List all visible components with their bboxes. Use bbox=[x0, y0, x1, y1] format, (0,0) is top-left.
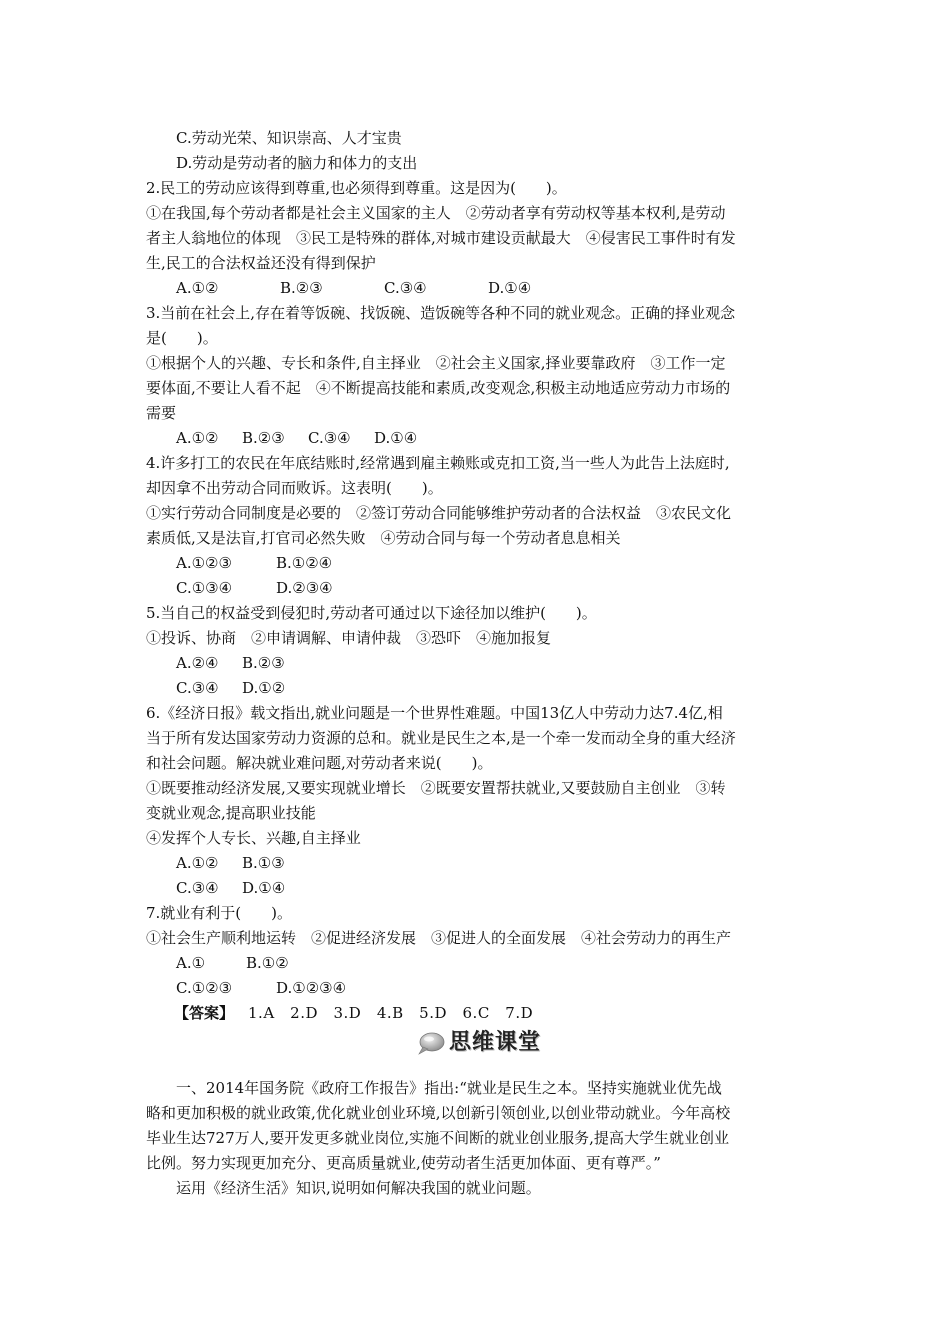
q2-options bbox=[146, 276, 812, 301]
section-heading-badge bbox=[417, 1030, 541, 1055]
q2-items-line-2: 者主人翁地位的体现 ③民工是特殊的群体,对城市建设贡献最大 ④侵害民工事件时有发 bbox=[146, 229, 736, 247]
q5-option-b: B.②③ bbox=[242, 654, 285, 672]
q2-stem: 2.民工的劳动应该得到尊重,也必须得到尊重。这是因为( )。 bbox=[146, 179, 567, 197]
q3-option-c: C.③④ bbox=[308, 429, 351, 447]
q6-option-b: B.①③ bbox=[242, 854, 285, 872]
q5-option-c: C.③④ bbox=[176, 679, 219, 697]
q7-stem: 7.就业有利于( )。 bbox=[146, 904, 293, 922]
q5-options-row-2 bbox=[146, 676, 812, 701]
q3-option-b: B.②③ bbox=[242, 429, 285, 447]
q2-items-line-3: 生,民工的合法权益还没有得到保护 bbox=[146, 254, 376, 272]
q3-items-line-3: 需要 bbox=[146, 404, 177, 422]
q6-option-d: D.①④ bbox=[242, 879, 286, 897]
section-heading bbox=[146, 1030, 812, 1070]
q6-items-line-2: 变就业观念,提高职业技能 bbox=[146, 804, 316, 822]
q4-option-d: D.②③④ bbox=[276, 579, 333, 597]
q6-option-a: A.①② bbox=[176, 854, 219, 872]
q6-stem-line-3: 和社会问题。解决就业难问题,对劳动者来说( )。 bbox=[146, 754, 493, 772]
q3-items-line-2: 要体面,不要让人看不起 ④不断提高技能和素质,改变观念,积极主动地适应劳动力市场的 bbox=[146, 379, 731, 397]
q7-options-row-2 bbox=[146, 976, 812, 1001]
q5-items: ①投诉、协商 ②申请调解、申请仲裁 ③恐吓 ④施加报复 bbox=[146, 629, 552, 647]
thinking-para-line-2: 略和更加积极的就业政策,优化就业创业环境,以创新引领创业,以创业带动就业。今年高校 bbox=[146, 1104, 731, 1122]
q7-options-row-1 bbox=[146, 951, 812, 976]
q3-options bbox=[146, 426, 812, 451]
q2-option-d: D.①④ bbox=[488, 279, 532, 297]
q4-option-c: C.①③④ bbox=[176, 579, 233, 597]
q4-items-line-2: 素质低,又是法盲,打官司必然失败 ④劳动合同与每一个劳动者息息相关 bbox=[146, 529, 621, 547]
q5-option-d: D.①② bbox=[242, 679, 286, 697]
q7-option-a: A.① bbox=[176, 954, 206, 972]
answer-line bbox=[146, 1001, 812, 1026]
q1-option-d: D.劳动是劳动者的脑力和体力的支出 bbox=[176, 154, 418, 172]
q3-option-a: A.①② bbox=[176, 429, 219, 447]
q6-stem-line-1: 6.《经济日报》载文指出,就业问题是一个世界性难题。中国13亿人中劳动力达7.4亿,相 bbox=[146, 704, 723, 722]
q4-stem-line-1: 4.许多打工的农民在年底结账时,经常遇到雇主赖账或克扣工资,当一些人为此告上法庭时, bbox=[146, 454, 730, 472]
q7-option-d: D.①②③④ bbox=[276, 979, 347, 997]
q2-option-b: B.②③ bbox=[280, 279, 323, 297]
q6-option-c: C.③④ bbox=[176, 879, 219, 897]
q3-items-line-1: ①根据个人的兴趣、专长和条件,自主择业 ②社会主义国家,择业要靠政府 ③工作一定 bbox=[146, 354, 726, 372]
thinking-question: 运用《经济生活》知识,说明如何解决我国的就业问题。 bbox=[176, 1179, 541, 1197]
q4-option-a: A.①②③ bbox=[176, 554, 232, 572]
q1-option-c: C.劳动光荣、知识崇高、人才宝贵 bbox=[176, 129, 402, 147]
thinking-para-line-4: 比例。努力实现更加充分、更高质量就业,使劳动者生活更加体面、更有尊严。” bbox=[146, 1154, 661, 1172]
answer-values: 1.A 2.D 3.D 4.B 5.D 6.C 7.D bbox=[248, 1004, 534, 1022]
answer-tag: 【答案】 bbox=[174, 1004, 235, 1022]
document-content bbox=[146, 126, 812, 1201]
q5-stem: 5.当自己的权益受到侵犯时,劳动者可通过以下途径加以维护( )。 bbox=[146, 604, 597, 622]
q4-stem-line-2: 却因拿不出劳动合同而败诉。这表明( )。 bbox=[146, 479, 443, 497]
q7-items: ①社会生产顺利地运转 ②促进经济发展 ③促进人的全面发展 ④社会劳动力的再生产 bbox=[146, 929, 732, 947]
q7-option-b: B.①② bbox=[246, 954, 289, 972]
q5-option-a: A.②④ bbox=[176, 654, 219, 672]
q4-options-row-1 bbox=[146, 551, 812, 576]
q4-options-row-2 bbox=[146, 576, 812, 601]
q4-items-line-1: ①实行劳动合同制度是必要的 ②签订劳动合同能够维护劳动者的合法权益 ③农民文化 bbox=[146, 504, 732, 522]
thinking-para-line-3: 毕业生达727万人,要开发更多就业岗位,实施不间断的就业创业服务,提高大学生就业创业 bbox=[146, 1129, 729, 1147]
thinking-para-line-1: 一、2014年国务院《政府工作报告》指出:“就业是民生之本。坚持实施就业优先战 bbox=[176, 1079, 722, 1097]
q2-items-line-1: ①在我国,每个劳动者都是社会主义国家的主人 ②劳动者享有劳动权等基本权利,是劳动 bbox=[146, 204, 726, 222]
q4-option-b: B.①②④ bbox=[276, 554, 333, 572]
q6-items-line-3: ④发挥个人专长、兴趣,自主择业 bbox=[146, 829, 361, 847]
section-heading-text: 思维课堂 bbox=[448, 1030, 541, 1055]
speech-bubble-icon bbox=[417, 1031, 445, 1055]
q3-stem-line-2: 是( )。 bbox=[146, 329, 218, 347]
q6-items-line-1: ①既要推动经济发展,又要实现就业增长 ②既要安置帮扶就业,又要鼓励自主创业 ③转 bbox=[146, 779, 726, 797]
q3-option-d: D.①④ bbox=[374, 429, 418, 447]
q6-stem-line-2: 当于所有发达国家劳动力资源的总和。就业是民生之本,是一个牵一发而动全身的重大经济 bbox=[146, 729, 736, 747]
q7-option-c: C.①②③ bbox=[176, 979, 233, 997]
q6-options-row-2 bbox=[146, 876, 812, 901]
q2-option-c: C.③④ bbox=[384, 279, 427, 297]
q5-options-row-1 bbox=[146, 651, 812, 676]
q6-options-row-1 bbox=[146, 851, 812, 876]
q3-stem-line-1: 3.当前在社会上,存在着等饭碗、找饭碗、造饭碗等各种不同的就业观念。正确的择业观念 bbox=[146, 304, 736, 322]
q2-option-a: A.①② bbox=[176, 279, 219, 297]
